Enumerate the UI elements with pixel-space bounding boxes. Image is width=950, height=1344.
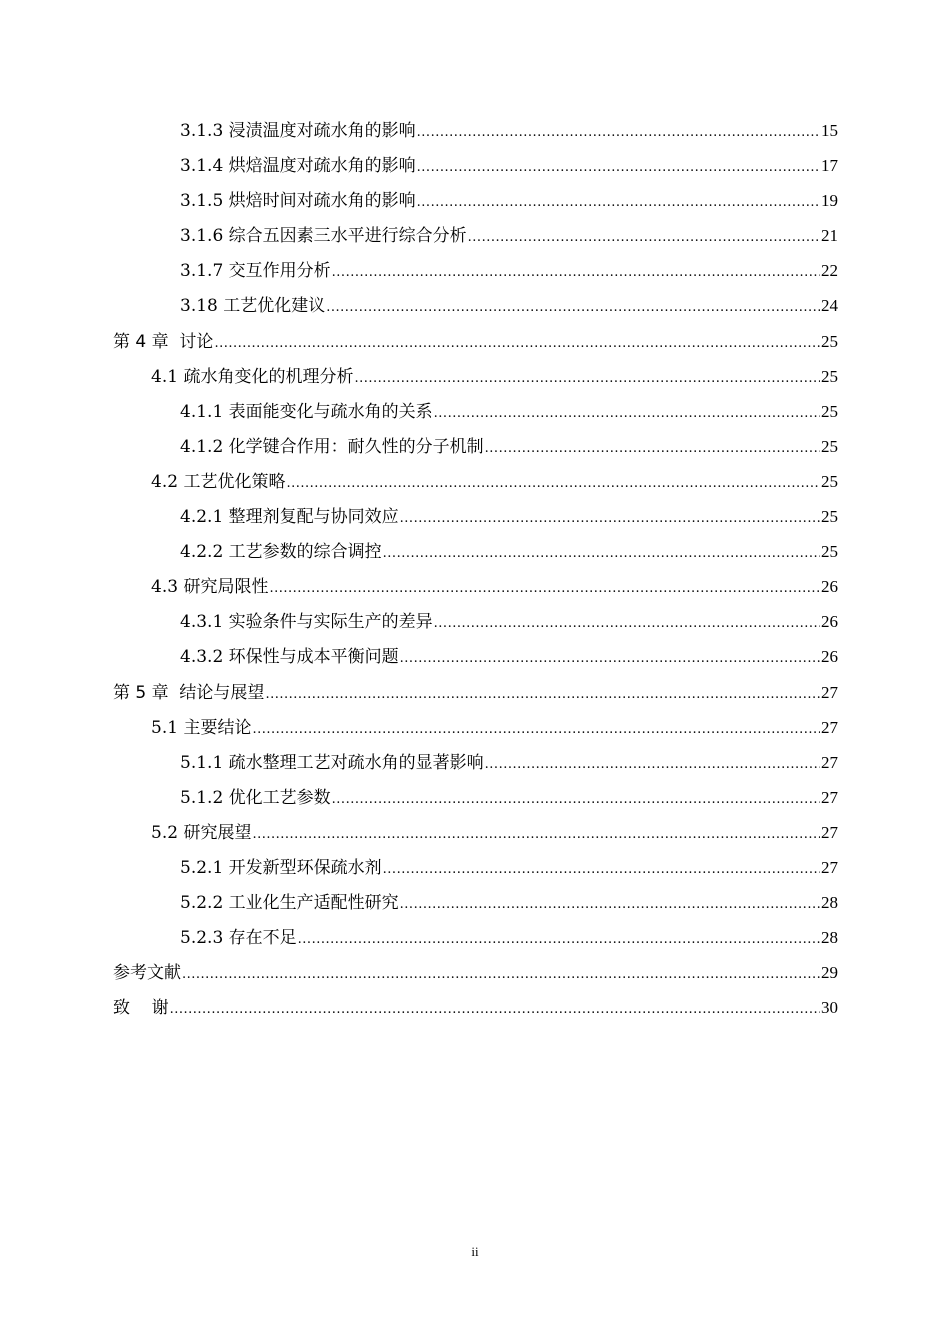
toc-entry-title: 5.1.1 疏水整理工艺对疏水角的显著影响 [180,752,484,773]
toc-entry[interactable] [113,955,838,990]
toc-entry[interactable] [113,464,838,499]
toc-entry[interactable] [113,148,838,183]
toc-dot-leader [417,115,820,150]
toc-dot-leader [252,817,820,852]
toc-entry[interactable] [113,815,838,850]
toc-entry-page: 24 [821,296,838,316]
toc-entry-page: 27 [821,787,838,807]
toc-entry[interactable] [113,253,838,288]
toc-entry[interactable] [113,359,838,394]
toc-dot-leader [265,677,820,712]
toc-entry-title: 4.3.1 实验条件与实际生产的差异 [180,612,433,633]
toc-entry[interactable] [113,990,838,1025]
toc-entry[interactable] [113,885,838,920]
toc-entry[interactable] [113,113,838,148]
toc-entry-title: 4.3.2 环保性与成本平衡问题 [180,647,399,668]
toc-entry-title: 4.1.1 表面能变化与疏水角的关系 [180,401,433,422]
toc-entry-title: 4.2 工艺优化策略 [151,471,286,492]
toc-entry-title: 5.1.2 优化工艺参数 [180,787,331,808]
toc-dot-leader [252,712,820,747]
toc-entry-title: 3.1.5 烘焙时间对疏水角的影响 [180,191,416,212]
toc-entry-page: 26 [821,577,838,597]
toc-entry[interactable] [113,324,838,359]
toc-entry-title: 5.2.1 开发新型环保疏水剂 [180,857,382,878]
toc-dot-leader [434,396,820,431]
toc-dot-leader [170,992,820,1027]
toc-dot-leader [332,255,820,290]
toc-dot-leader [182,957,820,992]
toc-dot-leader [417,150,820,185]
toc-entry[interactable] [113,394,838,429]
toc-entry-page: 27 [821,717,838,737]
toc-entry-page: 27 [821,682,838,702]
toc-entry[interactable] [113,429,838,464]
toc-entry[interactable] [113,780,838,815]
toc-entry-page: 27 [821,752,838,772]
toc-entry-title: 4.2.2 工艺参数的综合调控 [180,542,382,563]
toc-dot-leader [383,852,820,887]
toc-entry-title: 参考文献 [113,963,181,984]
toc-entry-title: 3.1.3 浸渍温度对疏水角的影响 [180,121,416,141]
toc-entry-page: 22 [821,261,838,281]
toc-entry-page: 25 [821,401,838,421]
toc-entry-page: 25 [821,542,838,562]
toc-entry-title: 4.2.1 整理剂复配与协同效应 [180,507,399,528]
toc-entry[interactable] [113,745,838,780]
toc-entry-page: 25 [821,507,838,527]
toc-entry-title: 3.1.6 综合五因素三水平进行综合分析 [180,226,467,247]
toc-dot-leader [326,290,820,325]
toc-dot-leader [468,220,820,255]
toc-entry-title: 5.2.3 存在不足 [180,928,297,949]
toc-entry-page: 28 [821,928,838,948]
toc-entry-page: 29 [821,963,838,983]
toc-entry-title: 3.1.4 烘焙温度对疏水角的影响 [180,156,416,177]
toc-entry-title: 3.1.7 交互作用分析 [180,261,331,282]
toc-dot-leader [400,501,820,536]
toc-entry[interactable] [113,710,838,745]
toc-entry-page: 26 [821,612,838,632]
toc-entry[interactable] [113,639,838,674]
toc-entry[interactable] [113,675,838,710]
toc-dot-leader [400,641,820,676]
toc-dot-leader [383,536,820,571]
toc-entry-page: 15 [821,121,838,140]
toc-entry[interactable] [113,604,838,639]
toc-entry-page: 19 [821,191,838,211]
toc-dot-leader [354,361,820,396]
toc-entry-title: 5.1 主要结论 [151,717,252,738]
toc-entry[interactable] [113,288,838,323]
toc-entry-title: 5.2.2 工业化生产适配性研究 [180,893,399,914]
toc-entry[interactable] [113,218,838,253]
toc-dot-leader [286,466,820,501]
toc-dot-leader [434,606,820,641]
toc-entry-page: 30 [821,998,838,1018]
toc-dot-leader [485,747,820,782]
toc-entry-title: 第 5 章 结论与展望 [113,682,265,703]
toc-entry-page: 27 [821,822,838,842]
toc-entry-title: 第 4 章 讨论 [113,331,214,352]
toc-entry-page: 17 [821,156,838,176]
toc-entry-title: 致 谢 [113,998,169,1019]
toc-entry[interactable] [113,569,838,604]
toc-entry-page: 26 [821,647,838,667]
toc-entry-page: 21 [821,226,838,246]
toc-entry-title: 4.1 疏水角变化的机理分析 [151,366,354,387]
toc-entry-page: 25 [821,471,838,491]
toc-dot-leader [214,326,820,361]
table-of-contents [113,113,838,1025]
toc-dot-leader [417,185,820,220]
toc-dot-leader [400,887,820,922]
toc-entry-title: 4.3 研究局限性 [151,577,269,598]
toc-entry-title: 5.2 研究展望 [151,822,252,843]
toc-dot-leader [269,571,820,606]
toc-entry[interactable] [113,920,838,955]
toc-entry-title: 3.18 工艺优化建议 [180,296,326,317]
toc-entry[interactable] [113,499,838,534]
toc-entry-page: 27 [821,857,838,877]
toc-dot-leader [298,922,820,957]
toc-entry-page: 25 [821,366,838,386]
toc-entry-page: 25 [821,331,838,351]
toc-entry-page: 28 [821,893,838,913]
toc-dot-leader [485,431,820,466]
toc-dot-leader [332,782,820,817]
toc-entry[interactable] [113,183,838,218]
toc-entry-title: 4.1.2 化学键合作用：耐久性的分子机制 [180,436,484,457]
toc-entry[interactable] [113,850,838,885]
page-number: ii [471,1244,479,1259]
toc-entry[interactable] [113,534,838,569]
toc-entry-page: 25 [821,436,838,456]
